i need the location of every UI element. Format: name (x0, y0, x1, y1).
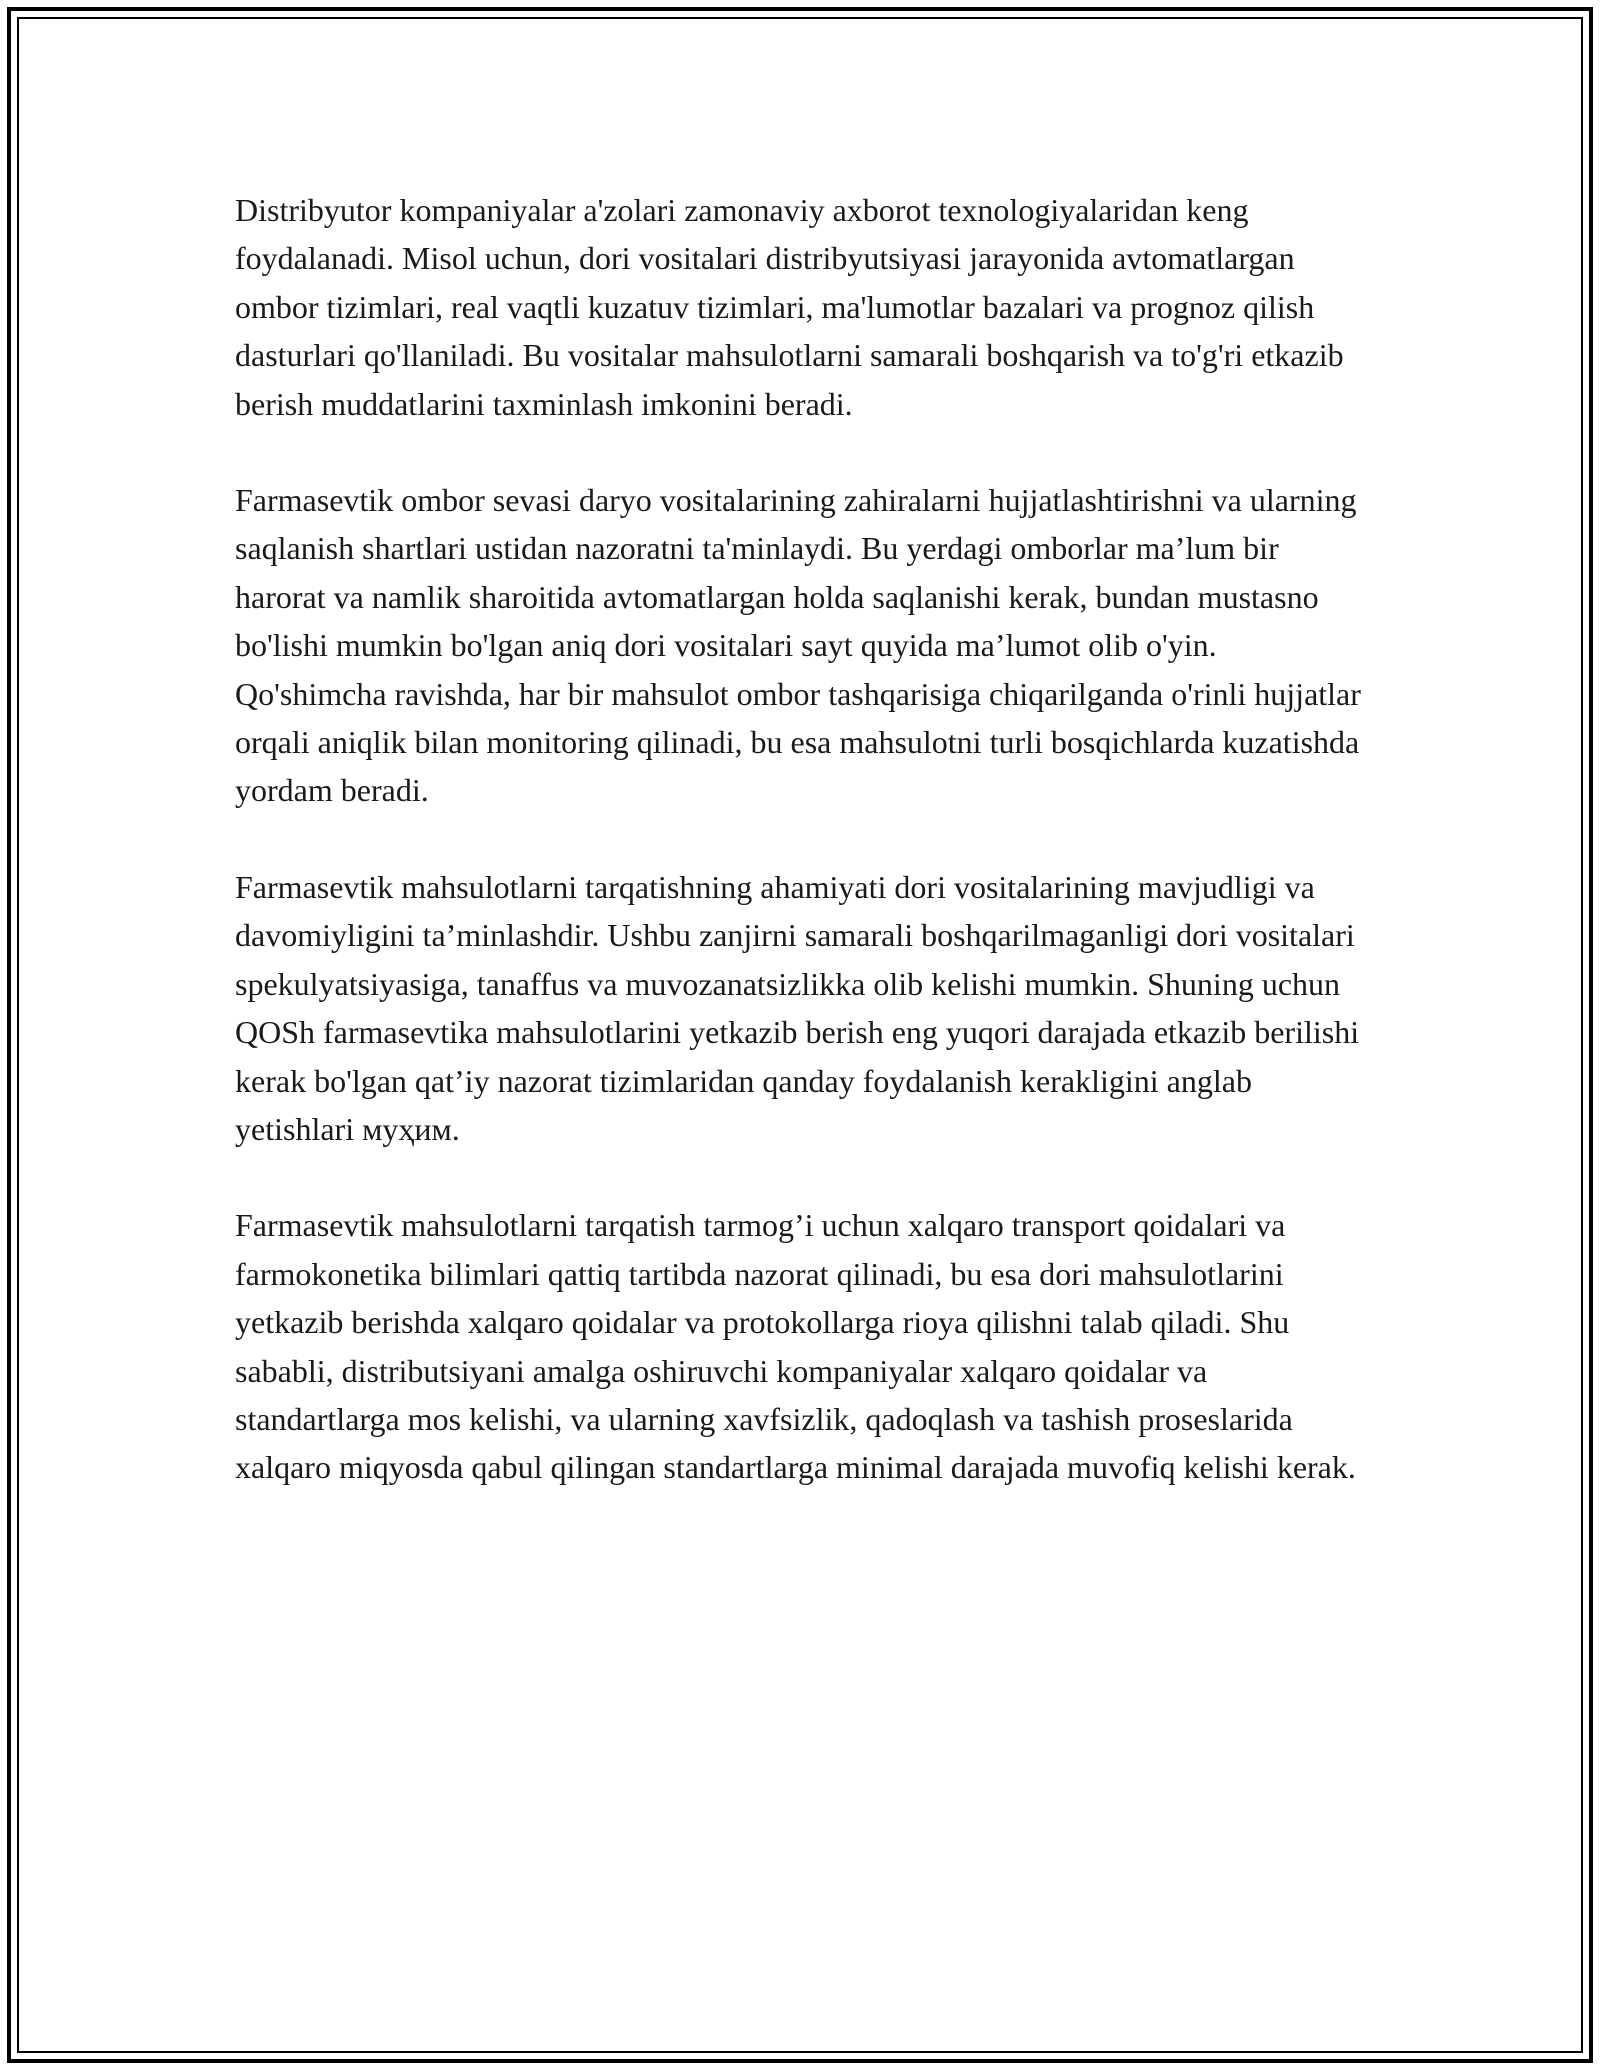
paragraph-2: Farmasevtik ombor sevasi daryo vositalarining zahiralarni hujjatlashtirishni va ularning saqlanish shartlari ustidan nazoratni ta'minlaydi. Bu yerdagi omborlar ma’lum bir harorat va namlik sharoitida avtomatlargan holda saqlanishi kerak, bundan mustasno bo'lishi mumkin bo'lgan aniq dori vositalari sayt quyida ma’lumot olib o'yin. Qo'shimcha ravishda, har bir mahsulot ombor tashqarisiga chiqarilganda o'rinli hujjatlar orqali aniqlik bilan monitoring qilinadi, bu esa mahsulotni turli bosqichlarda kuzatishda yordam beradi. (235, 482, 1361, 809)
document-body (235, 186, 1375, 1540)
paragraph-3: Farmasevtik mahsulotlarni tarqatishning ahamiyati dori vositalarining mavjudligi va davomiyligini ta’minlashdir. Ushbu zanjirni samarali boshqarilmaganligi dori vositalari spekulyatsiyasiga, tanaffus va muvozanatsizlikka olib kelishi mumkin. Shuning uchun QOSh farmasevtika mahsulotlarini yetkazib berish eng yuqori darajada etkazib berilishi kerak bo'lgan qat’iy nazorat tizimlaridan qanday foydalanish kerakligini anglab yetishlari муҳим. (235, 868, 1360, 1147)
paragraph-1: Distribyutor kompaniyalar a'zolari zamonaviy axborot texnologiyalaridan keng foydalanadi. Misol uchun, dori vositalari distribyutsiyasi jarayonida avtomatlargan ombor tizimlari, real vaqtli kuzatuv tizimlari, ma'lumotlar bazalari va prognoz qilish dasturlari qo'llaniladi. Bu vositalar mahsulotlarni samarali boshqarish va to'g'ri etkazib berish muddatlarini taxminlash imkonini beradi. (235, 192, 1344, 422)
paragraph-4: Farmasevtik mahsulotlarni tarqatish tarmog’i uchun xalqaro transport qoidalari va farmokonetika bilimlari qattiq tartibda nazorat qilinadi, bu esa dori mahsulotlarini yetkazib berishda xalqaro qoidalar va protokollarga rioya qilishni talab qiladi. Shu sababli, distributsiyani amalga oshiruvchi kompaniyalar xalqaro qoidalar va standartlarga mos kelishi, va ularning xavfsizlik, qadoqlash va tashish proseslarida xalqaro miqyosda qabul qilingan standartlarga minimal darajada muvofiq kelishi kerak. (235, 1207, 1356, 1486)
